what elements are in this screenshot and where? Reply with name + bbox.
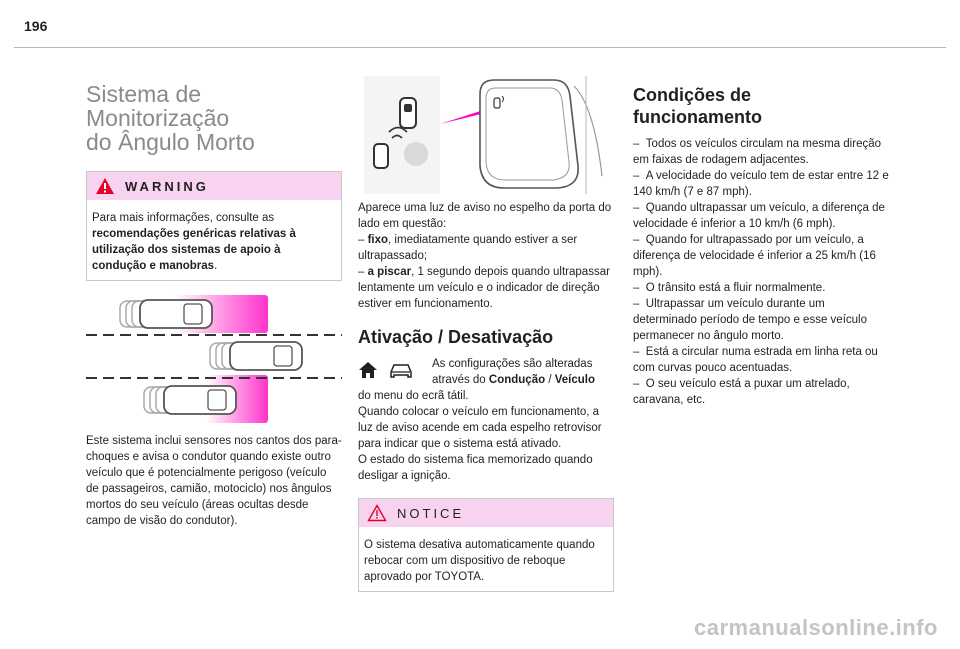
conditions-title — [633, 84, 891, 128]
condition-item — [633, 136, 891, 168]
activation-title: Ativação / Desativação — [358, 327, 554, 347]
activation-startup: Quando colocar o veículo em funcionamento, a luz de aviso acende em cada espelho retrovisor para indicar que o sistema está ativado. — [358, 406, 602, 450]
section-title — [86, 82, 342, 154]
notice-box — [358, 498, 614, 592]
system-description: Este sistema inclui sensores nos cantos dos para-choques e avisa o condutor quando existe outro veículo que é potencialmente perigoso (veículo de passageiros, camião, motociclo) nos ângulos mortos do seu veículo (áreas ocultas desde campo de visão do condutor). — [86, 435, 342, 527]
activation-menu-vehicle: Veículo — [554, 374, 596, 386]
condition-item — [633, 376, 891, 408]
condition-dash: – — [633, 170, 640, 182]
page-number: 196 — [24, 18, 48, 34]
warning-intro: Para mais informações, consulte as — [92, 212, 275, 224]
condition-dash: – — [633, 234, 640, 246]
warning-text — [87, 200, 341, 280]
activation-icons — [358, 356, 432, 388]
condition-item — [633, 168, 891, 200]
warning-label: WARNING — [125, 178, 209, 194]
condition-text: Quando for ultrapassado por um veículo, a diferença de velocidade é inferior a 25 km/h (16 mph). — [633, 234, 876, 278]
condition-item — [633, 232, 891, 280]
notice-icon — [367, 504, 387, 522]
condition-dash: – — [633, 346, 640, 358]
condition-item — [633, 200, 891, 232]
condition-text: O seu veículo está a puxar um atrelado, caravana, etc. — [633, 378, 850, 406]
car-icon — [388, 360, 414, 380]
indicator-flashing-text: , 1 segundo depois quando ultrapassar lentamente um veículo e o indicador de direção estiver em funcionamento. — [358, 266, 610, 310]
blind-spot-illustration — [86, 295, 342, 425]
condition-dash: – — [633, 282, 640, 294]
notice-label: NOTICE — [397, 505, 465, 521]
notice-text: O sistema desativa automaticamente quando rebocar com um dispositivo de reboque aprovado por TOYOTA. — [364, 539, 595, 583]
door-mirror-image — [364, 76, 608, 194]
blind-spot-cars-image — [86, 295, 342, 425]
section-title-line1: Sistema de Monitorização — [86, 81, 230, 131]
header-rule — [14, 47, 946, 48]
warning-box — [86, 171, 342, 281]
warning-icon — [95, 177, 115, 195]
indicator-fixed-bold: fixo — [367, 234, 389, 246]
watermark: carmanualsonline.info — [694, 615, 938, 640]
condition-text: O trânsito está a fluir normalmente. — [645, 282, 826, 294]
condition-text: Ultrapassar um veículo durante um determinado período de tempo e esse veículo permanecer no ângulo morto. — [633, 298, 867, 342]
condition-text: Está a circular numa estrada em linha reta ou com curvas pouco acentuadas. — [633, 346, 878, 374]
activation-pre: As configurações são alteradas através do — [432, 358, 593, 386]
indicator-fixed-text: , imediatamente quando estiver a ser ultrapassado; — [358, 234, 578, 262]
notice-header — [359, 499, 613, 527]
indicator-intro: Aparece uma luz de aviso no espelho da porta do lado em questão: — [358, 202, 612, 230]
warning-header — [87, 172, 341, 200]
activation-sep: / — [545, 374, 555, 386]
activation-text — [432, 356, 614, 388]
warning-bold: recomendações genéricas relativas à utilização dos sistemas de apoio à condução e manobras — [92, 228, 296, 272]
condition-text: Quando ultrapassar um veículo, a diferença de velocidade é inferior a 10 km/h (6 mph). — [633, 202, 885, 230]
condition-text: A velocidade do veículo tem de estar entre 12 e 140 km/h (7 e 87 mph). — [633, 170, 889, 198]
activation-memory: O estado do sistema fica memorizado quando desligar a ignição. — [358, 454, 593, 482]
section-title-line2: do Ângulo Morto — [86, 129, 255, 155]
activation-menu-driving: Condução — [488, 374, 546, 386]
indicator-flashing: – a piscar, 1 segundo depois quando ultrapassar lentamente um veículo e o indicador de direção estiver em funcionamento. — [358, 266, 610, 310]
home-icon — [358, 360, 378, 380]
conditions-list — [633, 136, 891, 408]
condition-text: Todos os veículos circulam na mesma direção em faixas de rodagem adjacentes. — [633, 138, 882, 166]
mirror-illustration — [364, 76, 608, 194]
warning-end: . — [214, 260, 218, 272]
indicator-flashing-bold: a piscar — [367, 266, 412, 278]
column-intro — [86, 76, 342, 529]
indicator-fixed: – fixo, imediatamente quando estiver a ser ultrapassado; — [358, 234, 578, 262]
condition-dash: – — [633, 378, 640, 390]
condition-dash: – — [633, 298, 640, 310]
conditions-title-line1: Condições de — [633, 85, 752, 105]
activation-post: do menu do ecrã tátil. — [358, 390, 469, 402]
condition-dash: – — [633, 138, 640, 150]
column-conditions — [633, 84, 891, 408]
column-indicator — [358, 76, 614, 592]
condition-item — [633, 344, 891, 376]
condition-item — [633, 280, 891, 296]
conditions-title-line2: funcionamento — [633, 107, 762, 127]
condition-item — [633, 296, 891, 344]
activation-settings — [358, 356, 614, 388]
condition-dash: – — [633, 202, 640, 214]
